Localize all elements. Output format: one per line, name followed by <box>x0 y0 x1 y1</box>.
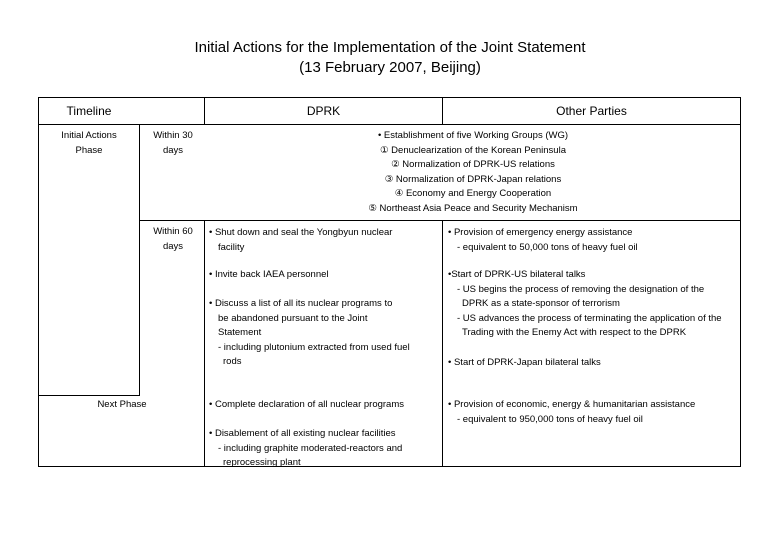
dprk-discuss-line: - including plutonium extracted from used fuel <box>218 341 410 353</box>
working-groups <box>205 129 741 216</box>
other-us-line: DPRK as a state-sponsor of terrorism <box>462 298 620 309</box>
within60-line-2: days <box>162 240 184 252</box>
dprk-iaea: • Invite back IAEA personnel <box>209 269 329 280</box>
title-line-2: (13 February 2007, Beijing) <box>299 59 481 76</box>
other-us-line: - US advances the process of terminating the application of the <box>457 312 722 324</box>
header-other-parties: Other Parties <box>556 104 627 118</box>
dprk-shutdown <box>209 226 392 255</box>
dprk-discuss-line: rods <box>223 356 242 367</box>
working-group-line: ① Denuclearization of the Korean Peninsula <box>380 144 566 156</box>
within30-line-1: Within 30 <box>153 130 193 141</box>
within60-line-1: Within 60 <box>153 226 193 237</box>
row-divider-next <box>39 395 140 396</box>
other-energy-line: • Provision of emergency energy assistance <box>448 227 633 238</box>
subphase-within-30 <box>140 129 206 158</box>
dprk-declaration: • Complete declaration of all nuclear programs <box>209 399 405 410</box>
subphase-within-60 <box>140 225 206 254</box>
working-group-line: ③ Normalization of DPRK-Japan relations <box>384 173 562 185</box>
dprk-discuss-list <box>209 297 410 370</box>
dprk-disablement <box>209 427 402 471</box>
document-title <box>0 38 780 78</box>
other-energy-line: - equivalent to 50,000 tons of heavy fuel oil <box>457 241 638 253</box>
working-group-line: • Establishment of five Working Groups (WG) <box>377 130 569 141</box>
other-provision-line: - equivalent to 950,000 tons of heavy fuel oil <box>457 413 643 425</box>
column-divider-other-60 <box>442 220 443 466</box>
working-group-line: ④ Economy and Energy Cooperation <box>394 188 552 199</box>
other-us-line: - US begins the process of removing the designation of the <box>457 283 705 295</box>
working-group-line: ⑤ Northeast Asia Peace and Security Mechanism <box>368 202 578 214</box>
other-us-talks <box>448 268 722 341</box>
header-dprk: DPRK <box>306 104 341 118</box>
dprk-discuss-line: Statement <box>218 327 262 338</box>
other-energy-assistance <box>448 226 638 255</box>
dprk-disable-line: reprocessing plant <box>223 457 301 468</box>
other-provision <box>448 398 695 427</box>
actions-table <box>38 97 741 467</box>
row-divider-within60 <box>139 220 740 221</box>
phase-next: Next Phase <box>97 399 147 410</box>
dprk-disable-line: • Disablement of all existing nuclear facilities <box>209 428 396 439</box>
working-group-line: ② Normalization of DPRK-US relations <box>391 159 555 170</box>
dprk-discuss-line: be abandoned pursuant to the Joint <box>218 312 368 324</box>
column-divider-dprk-60 <box>204 220 205 466</box>
phase-initial-actions <box>39 129 139 158</box>
title-line-1: Initial Actions for the Implementation of the Joint Statement <box>194 39 586 56</box>
header-divider <box>39 124 740 125</box>
dprk-discuss-line: • Discuss a list of all its nuclear programs to <box>209 298 393 309</box>
within30-line-2: days <box>162 144 184 156</box>
dprk-shutdown-line: • Shut down and seal the Yongbyun nuclear <box>209 227 393 238</box>
dprk-shutdown-line: facility <box>218 241 245 253</box>
phase-initial-line-2: Phase <box>75 144 103 156</box>
other-japan-talks: • Start of DPRK-Japan bilateral talks <box>448 357 601 368</box>
dprk-disable-line: - including graphite moderated-reactors and <box>218 442 403 454</box>
phase-initial-line-1: Initial Actions <box>61 130 117 141</box>
other-us-line: •Start of DPRK-US bilateral talks <box>448 269 586 280</box>
other-provision-line: • Provision of economic, energy & humanitarian assistance <box>448 399 696 410</box>
subphase-divider <box>139 124 140 395</box>
header-timeline: Timeline <box>66 104 112 118</box>
other-us-line: Trading with the Enemy Act with respect to the DPRK <box>462 327 687 338</box>
